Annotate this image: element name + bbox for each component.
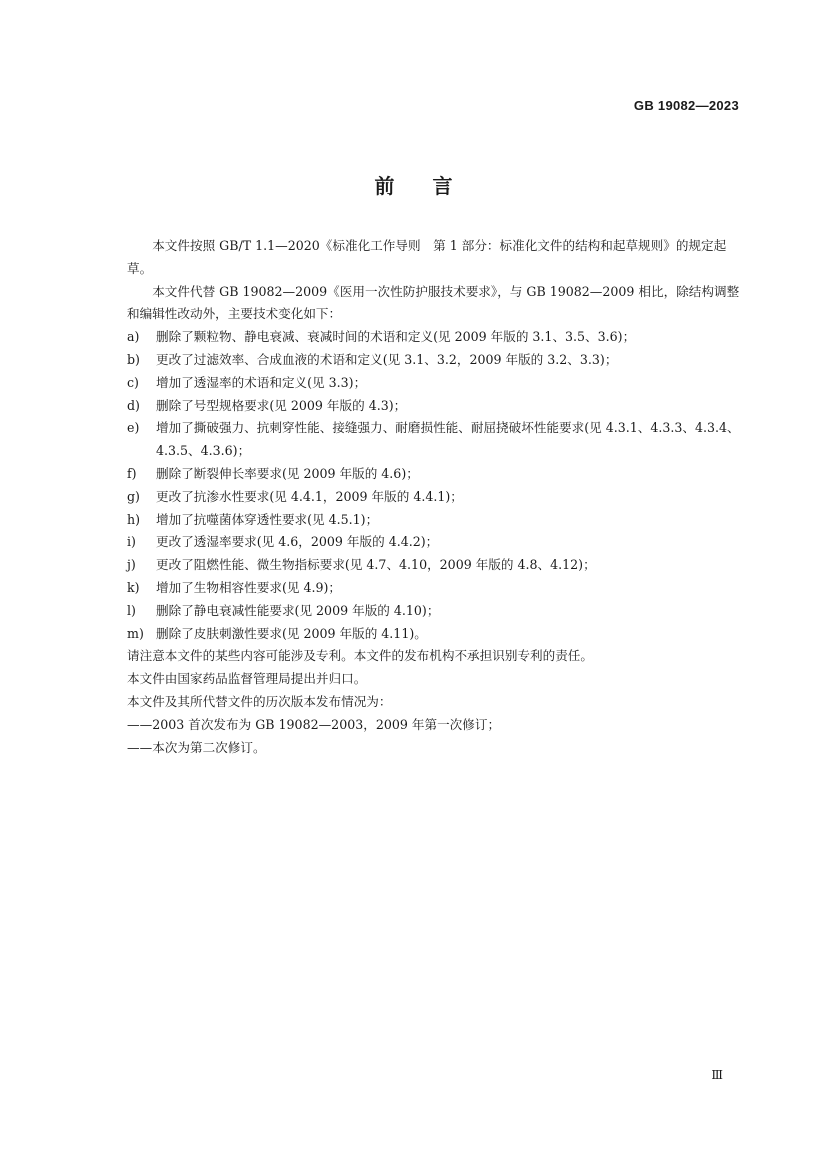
history-item: ——本次为第二次修订。 (127, 739, 266, 755)
list-item (127, 349, 741, 372)
foreword-body (127, 235, 741, 759)
list-marker: m) (127, 625, 144, 641)
list-item (127, 486, 741, 509)
list-marker: c) (127, 374, 139, 390)
list-marker: b) (127, 351, 140, 367)
list-marker: i) (127, 534, 136, 550)
paragraph-proposer: 本文件由国家药品监督管理局提出并归口。 (127, 671, 367, 687)
list-item-text: 删除了皮肤刺激性要求(见 2009 年版的 4.11)。 (156, 625, 427, 641)
changes-list (127, 326, 741, 645)
standard-code: GB 19082—2023 (633, 98, 739, 113)
list-item (127, 623, 741, 646)
list-item (127, 509, 741, 532)
list-marker: l) (127, 602, 136, 618)
list-item (127, 326, 741, 349)
paragraph-replacement: 本文件代替 GB 19082—2009《医用一次性防护服技术要求》，与 GB 19082—2009 相比，除结构调整和编辑性改动外，主要技术变化如下： (127, 283, 740, 322)
page-number: Ⅲ (711, 1068, 723, 1082)
list-item (127, 577, 741, 600)
page-title: 前言 (374, 174, 491, 198)
list-item-text: 增加了抗噬菌体穿透性要求(见 4.5.1)； (156, 511, 379, 527)
list-item-text: 增加了撕破强力、抗刺穿性能、接缝强力、耐磨损性能、耐屈挠破坏性能要求(见 4.3.1、4.3.3、4.3.4、4.3.5、4.3.6)； (156, 420, 740, 459)
list-item-text: 更改了透湿率要求(见 4.6，2009 年版的 4.4.2)； (156, 534, 439, 550)
list-item (127, 463, 741, 486)
history-list (127, 714, 741, 760)
list-marker: d) (127, 397, 140, 413)
paragraph-patent-notice: 请注意本文件的某些内容可能涉及专利。本文件的发布机构不承担识别专利的责任。 (127, 648, 593, 664)
list-item (127, 600, 741, 623)
list-item (127, 372, 741, 395)
list-item-text: 删除了号型规格要求(见 2009 年版的 4.3)； (156, 397, 407, 413)
list-item-text: 删除了静电衰减性能要求(见 2009 年版的 4.10)； (156, 602, 440, 618)
list-item-text: 删除了颗粒物、静电衰减、衰减时间的术语和定义(见 2009 年版的 3.1、3.5、3.6)； (156, 329, 636, 345)
list-item-text: 更改了过滤效率、合成血液的术语和定义(见 3.1、3.2，2009 年版的 3.2、3.3)； (156, 351, 618, 367)
history-item: ——2003 首次发布为 GB 19082—2003，2009 年第一次修订； (127, 716, 501, 732)
list-marker: f) (127, 465, 137, 481)
list-item-text: 增加了透湿率的术语和定义(见 3.3)； (156, 374, 367, 390)
list-item-text: 更改了抗渗水性要求(见 4.4.1，2009 年版的 4.4.1)； (156, 488, 463, 504)
list-marker: e) (127, 420, 140, 436)
list-item-text: 更改了阻燃性能、微生物指标要求(见 4.7、4.10，2009 年版的 4.8、4.12)； (156, 557, 596, 573)
list-item-text: 增加了生物相容性要求(见 4.9)； (156, 579, 341, 595)
list-marker: a) (127, 329, 140, 345)
paragraph-history-intro: 本文件及其所代替文件的历次版本发布情况为： (127, 693, 392, 709)
list-item (127, 531, 741, 554)
list-item (127, 554, 741, 577)
list-marker: h) (127, 511, 141, 527)
list-item (127, 395, 741, 418)
list-item (127, 417, 741, 463)
paragraph-drafting-rules: 本文件按照 GB/T 1.1—2020《标准化工作导则 第 1 部分：标准化文件的结构和起草规则》的规定起草。 (127, 238, 727, 276)
list-marker: k) (127, 579, 140, 595)
list-item-text: 删除了断裂伸长率要求(见 2009 年版的 4.6)； (156, 465, 419, 481)
list-marker: g) (127, 488, 140, 504)
list-marker: j) (127, 557, 136, 573)
